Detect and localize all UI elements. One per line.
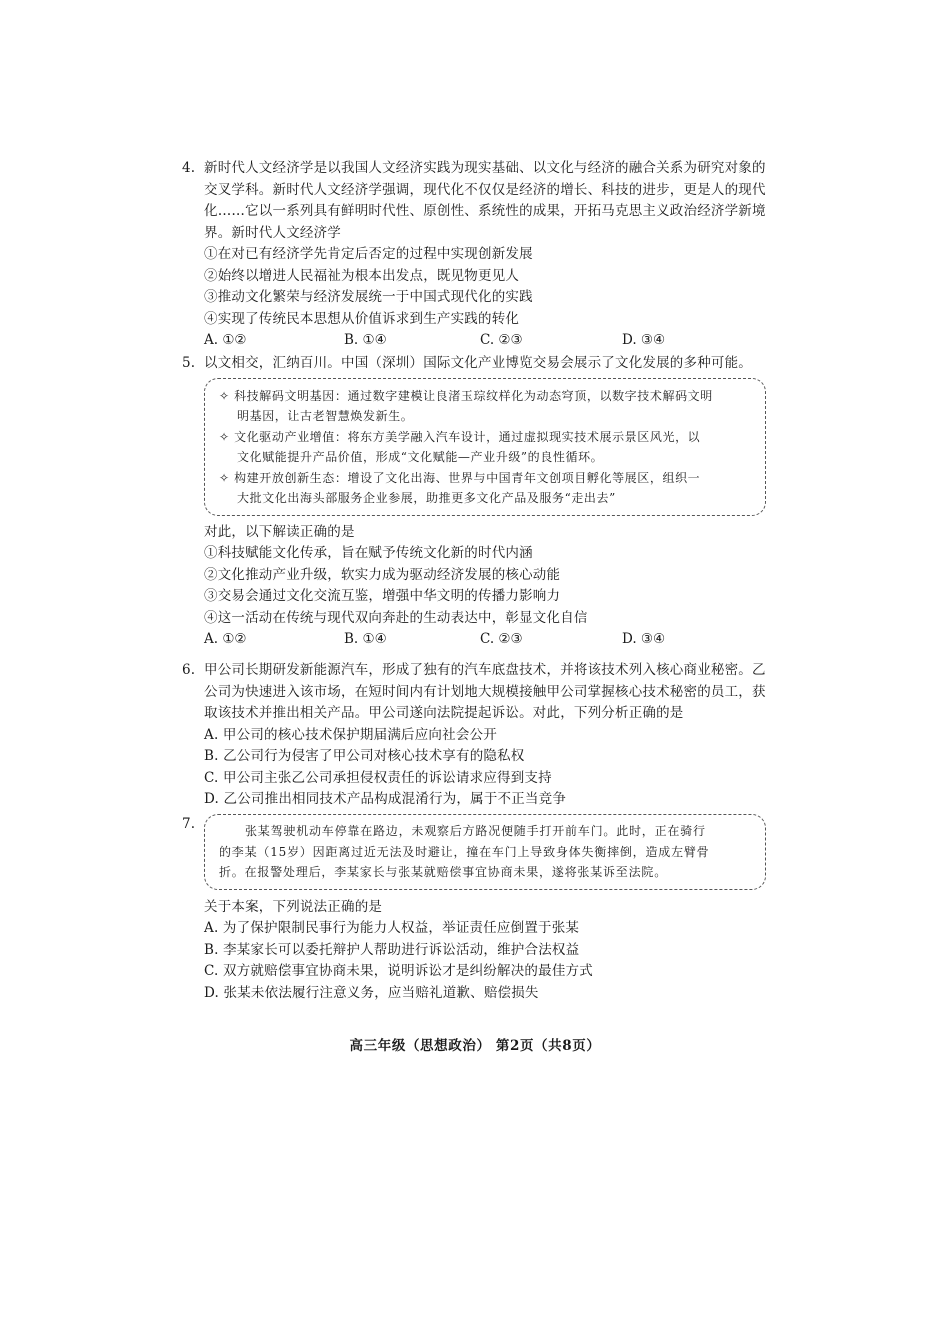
question-4 bbox=[182, 158, 772, 352]
q6-option-d[interactable]: D. 乙公司推出相同技术产品构成混淆行为，属于不正当竞争 bbox=[204, 791, 567, 807]
q5-box-line: ✧ 构建开放创新生态：增设了文化出海、世界与中国青年文创项目孵化等展区，组织一 bbox=[219, 470, 701, 485]
q6-stem-line: 公司为快速进入该市场，在短时间内有计划地大规模接触甲公司掌握核心技术秘密的员工，获 bbox=[204, 683, 766, 700]
question-7 bbox=[182, 814, 772, 1004]
q7-option-c[interactable]: C. 双方就赔偿事宜协商未果，说明诉讼才是纠纷解决的最佳方式 bbox=[204, 963, 593, 979]
q4-statement: ②始终以增进人民福祉为根本出发点，既见物更见人 bbox=[204, 267, 520, 284]
q7-box-line: 折。在报警处理后，李某家长与张某就赔偿事宜协商未果，遂将张某诉至法院。 bbox=[219, 865, 668, 879]
q4-options bbox=[182, 330, 772, 352]
q5-option-b[interactable]: B. ①④ bbox=[344, 631, 387, 647]
q6-option-c[interactable]: C. 甲公司主张乙公司承担侵权责任的诉讼请求应得到支持 bbox=[204, 769, 552, 786]
q4-stem-line: 4. 新时代人文经济学是以我国人文经济实践为现实基础、以文化与经济的融合关系为研究对象的 bbox=[182, 158, 772, 180]
q5-statement: ③交易会通过文化交流互鉴，增强中华文明的传播力影响力 bbox=[204, 588, 561, 604]
q4-option-a[interactable]: A. ①② bbox=[204, 332, 247, 348]
q7-material-box bbox=[204, 814, 766, 890]
q4-stem-line: 交叉学科。新时代人文经济学强调，现代化不仅仅是经济的增长、科技的进步，更是人的现代 bbox=[204, 181, 766, 198]
q5-statement: ①科技赋能文化传承，旨在赋予传统文化新的时代内涵 bbox=[204, 545, 533, 561]
q7-box-line: 张某驾驶机动车停靠在路边，未观察后方路况便随手打开前车门。此时，正在骑行 bbox=[245, 824, 706, 838]
q7-box-line: 的李某（15岁）因距离过近无法及时避让，撞在车门上导致身体失衡摔倒，造成左臂骨 bbox=[219, 844, 710, 859]
q5-box-line: ✧ 科技解码文明基因：通过数字建模让良渚玉琮纹样化为动态穹顶，以数字技术解码文明 bbox=[219, 388, 713, 403]
q7-option-d[interactable]: D. 张某未依法履行注意义务，应当赔礼道歉、赔偿损失 bbox=[204, 984, 539, 1001]
q7-option-a[interactable]: A. 为了保护限制民事行为能力人权益，举证责任应倒置于张某 bbox=[204, 920, 580, 936]
q5-box-line: 文化赋能提升产品价值，形成“文化赋能—产业升级”的良性循环。 bbox=[237, 450, 604, 464]
q7-number: 7. bbox=[182, 816, 196, 832]
q6-stem-line: 取该技术并推出相关产品。甲公司遂向法院提起诉讼。对此，下列分析正确的是 bbox=[204, 705, 684, 721]
q5-option-c[interactable]: C. ②③ bbox=[480, 631, 523, 647]
q5-box-line: 大批文化出海头部服务企业参展，助推更多文化产品及服务“走出去” bbox=[237, 491, 616, 505]
q5-number: 5. bbox=[182, 355, 196, 371]
q5-stem-line: 5. 以文相交，汇纳百川。中国（深圳）国际文化产业博览交易会展示了文化发展的多种可能。 bbox=[182, 353, 772, 375]
q4-statement: ④实现了传统民本思想从价值诉求到生产实践的转化 bbox=[204, 310, 520, 327]
q5-box-line: ✧ 文化驱动产业增值：将东方美学融入汽车设计，通过虚拟现实技术展示景区风光，以 bbox=[219, 429, 701, 444]
q5-option-a[interactable]: A. ①② bbox=[204, 631, 247, 647]
question-5 bbox=[182, 353, 772, 651]
q6-number: 6. bbox=[182, 662, 196, 678]
q7-lead: 关于本案，下列说法正确的是 bbox=[204, 898, 383, 915]
q6-option-a[interactable]: A. 甲公司的核心技术保护期届满后应向社会公开 bbox=[204, 726, 497, 743]
q5-lead: 对此，以下解读正确的是 bbox=[204, 523, 355, 540]
q5-option-d[interactable]: D. ③④ bbox=[622, 631, 666, 647]
q7-option-b[interactable]: B. 李某家长可以委托辩护人帮助进行诉讼活动，维护合法权益 bbox=[204, 941, 580, 958]
q4-stem-line: 界。新时代人文经济学 bbox=[204, 224, 341, 241]
q6-stem-line: 6. 甲公司长期研发新能源汽车，形成了独有的汽车底盘技术，并将该技术列入核心商业秘密。乙 bbox=[182, 660, 772, 682]
q5-options bbox=[182, 629, 772, 651]
q5-statement: ④这一活动在传统与现代双向奔赴的生动表达中，彰显文化自信 bbox=[204, 609, 588, 626]
q4-option-c[interactable]: C. ②③ bbox=[480, 332, 523, 348]
q5-box-line: 明基因，让古老智慧焕发新生。 bbox=[237, 409, 414, 423]
q4-statement: ③推动文化繁荣与经济发展统一于中国式现代化的实践 bbox=[204, 289, 533, 305]
q4-stem-line: 化……它以一系列具有鲜明时代性、原创性、系统性的成果，开拓马克思主义政治经济学新境 bbox=[204, 203, 766, 219]
q4-option-d[interactable]: D. ③④ bbox=[622, 332, 666, 348]
q5-material-box bbox=[204, 378, 766, 516]
q4-option-b[interactable]: B. ①④ bbox=[344, 332, 387, 348]
q4-number: 4. bbox=[182, 160, 196, 176]
q6-option-b[interactable]: B. 乙公司行为侵害了甲公司对核心技术享有的隐私权 bbox=[204, 748, 525, 764]
question-6 bbox=[182, 660, 772, 811]
page-footer: 高三年级（思想政治） 第2页（共8页） bbox=[349, 1038, 601, 1054]
q5-statement: ②文化推动产业升级，软实力成为驱动经济发展的核心动能 bbox=[204, 566, 561, 583]
q4-statement: ①在对已有经济学先肯定后否定的过程中实现创新发展 bbox=[204, 246, 533, 262]
